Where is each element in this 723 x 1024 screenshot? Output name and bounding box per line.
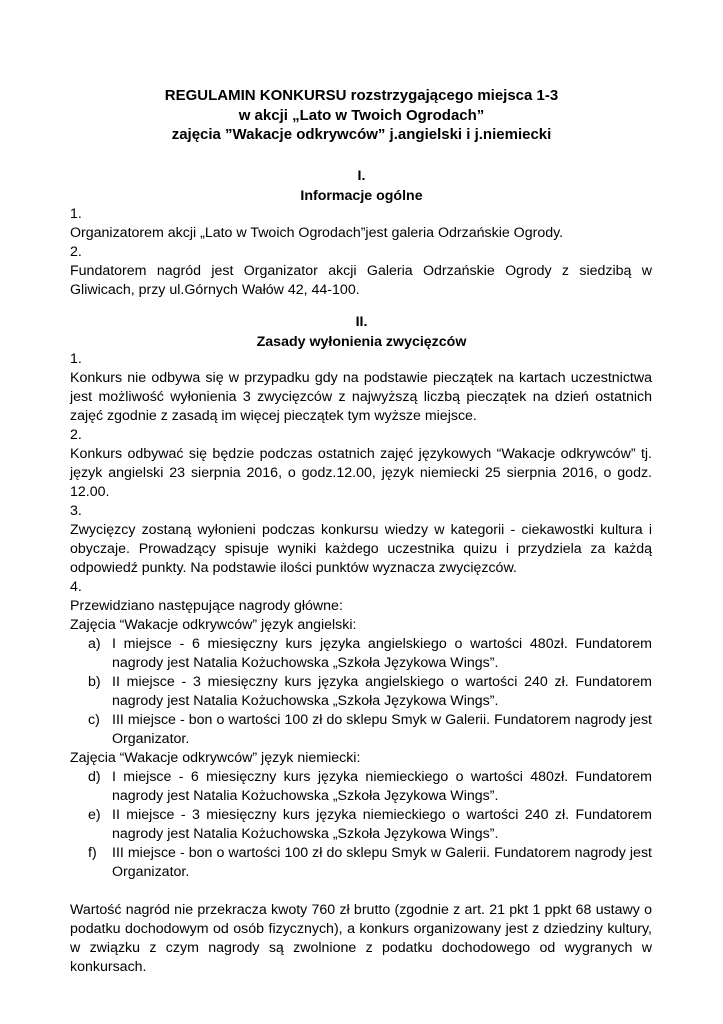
list-marker: c)	[88, 712, 100, 728]
list-item-text: II miejsce - 3 miesięczny kurs języka niemieckiego o wartości 240 zł. Fundatorem nagrody jest Natalia Kożuchowska „Szkoła Językowa Wings”.	[112, 807, 652, 842]
german-prizes-label: Zajęcia “Wakacje odkrywców” język niemiecki:	[70, 750, 361, 766]
english-prizes-list	[70, 635, 652, 749]
section-1-body	[70, 205, 652, 300]
section-2-item-2-text: Konkurs odbywać się będzie podczas ostatnich zajęć językowych “Wakacje odkrywców” tj. język angielski 23 sierpnia 2016, o godz.12.00, język niemiecki 25 sierpnia 2016, o godz. 12.00.	[70, 446, 652, 500]
title-line-3: zajęcia ”Wakacje odkrywców” j.angielski i j.niemiecki	[171, 126, 552, 143]
list-marker: e)	[88, 807, 101, 823]
list-item	[70, 711, 652, 749]
section-2-item-1-number: 1.	[70, 351, 82, 367]
list-marker: f)	[88, 845, 97, 861]
english-prizes-label: Zajęcia “Wakacje odkrywców” język angielski:	[70, 617, 357, 633]
section-2-item-1-text: Konkurs nie odbywa się w przypadku gdy na podstawie pieczątek na kartach uczestnictwa jest możliwość wyłonienia 3 zwycięzców z najwyższą liczbą pieczątek na dzień ostatnich zajęć zgodnie z zasadą im więcej pieczątek tym wyższe miejsce.	[70, 370, 652, 424]
list-marker: a)	[88, 636, 101, 652]
list-item	[70, 806, 652, 844]
list-item-text: III miejsce - bon o wartości 100 zł do sklepu Smyk w Galerii. Fundatorem nagrody jest Organizator.	[112, 845, 652, 880]
section-2-item-4-number: 4.	[70, 579, 82, 595]
paragraph-gap	[70, 882, 652, 901]
list-item-text: I miejsce - 6 miesięczny kurs języka niemieckiego o wartości 480zł. Fundatorem nagrody jest Natalia Kożuchowska „Szkoła Językowa Wings”.	[112, 769, 652, 804]
list-item	[70, 673, 652, 711]
section-2-header	[0, 313, 723, 352]
section-1-heading: Informacje ogólne	[300, 187, 423, 204]
list-item	[70, 768, 652, 806]
section-2-numeral: II.	[355, 314, 368, 330]
list-item-text: I miejsce - 6 miesięczny kurs języka angielskiego o wartości 480zł. Fundatorem nagrody jest Natalia Kożuchowska „Szkoła Językowa Wings”.	[112, 636, 652, 671]
title-line-2: w akcji „Lato w Twoich Ogrodach”	[238, 106, 485, 124]
section-1-numeral: I.	[357, 168, 366, 184]
section-2-heading: Zasady wyłonienia zwycięzców	[256, 333, 467, 350]
section-2-item-3-text: Zwycięzcy zostaną wyłonieni podczas konkursu wiedzy w kategorii - ciekawostki kultura i obyczaje. Prowadzący spisuje wyniki każdego uczestnika quizu i przydziela za każdą odpowiedź punkty. Na podstawie ilości punktów wyznacza zwycięzców.	[70, 522, 652, 576]
section-1-item-2-number: 2.	[70, 244, 82, 260]
list-marker: d)	[88, 769, 101, 785]
german-prizes-list	[70, 768, 652, 882]
list-item	[70, 635, 652, 673]
section-1-item-2-text: Fundatorem nagród jest Organizator akcji Galeria Odrzańskie Ogrody z siedzibą w Gliwicach, przy ul.Górnych Wałów 42, 44-100.	[70, 263, 652, 298]
prizes-intro: Przewidziano następujące nagrody główne:	[70, 598, 343, 614]
section-2-item-2-number: 2.	[70, 427, 82, 443]
section-1-item-1-number: 1.	[70, 206, 82, 222]
closing-paragraph: Wartość nagród nie przekracza kwoty 760 zł brutto (zgodnie z art. 21 pkt 1 ppkt 68 ustawy o podatku dochodowym od osób fizycznych), a konkurs organizowany jest z dziedziny kultury, w związku z czym nagrody są zwolnione z podatku dochodowego od wygranych w konkursach.	[70, 902, 652, 975]
list-item	[70, 844, 652, 882]
list-marker: b)	[88, 674, 101, 690]
list-item-text: III miejsce - bon o wartości 100 zł do sklepu Smyk w Galerii. Fundatorem nagrody jest Organizator.	[112, 712, 652, 747]
section-1-item-1-text: Organizatorem akcji „Lato w Twoich Ogrodach”jest galeria Odrzańskie Ogrody.	[70, 225, 564, 241]
title-line-1: REGULAMIN KONKURSU rozstrzygającego miejsca 1-3	[164, 87, 559, 104]
section-1-header	[0, 167, 723, 206]
section-2-body	[70, 350, 652, 977]
list-item-text: II miejsce - 3 miesięczny kurs języka angielskiego o wartości 240 zł. Fundatorem nagrody jest Natalia Kożuchowska „Szkoła Językowa Wings”.	[112, 674, 652, 709]
document-title	[0, 86, 723, 145]
section-2-item-3-number: 3.	[70, 503, 82, 519]
